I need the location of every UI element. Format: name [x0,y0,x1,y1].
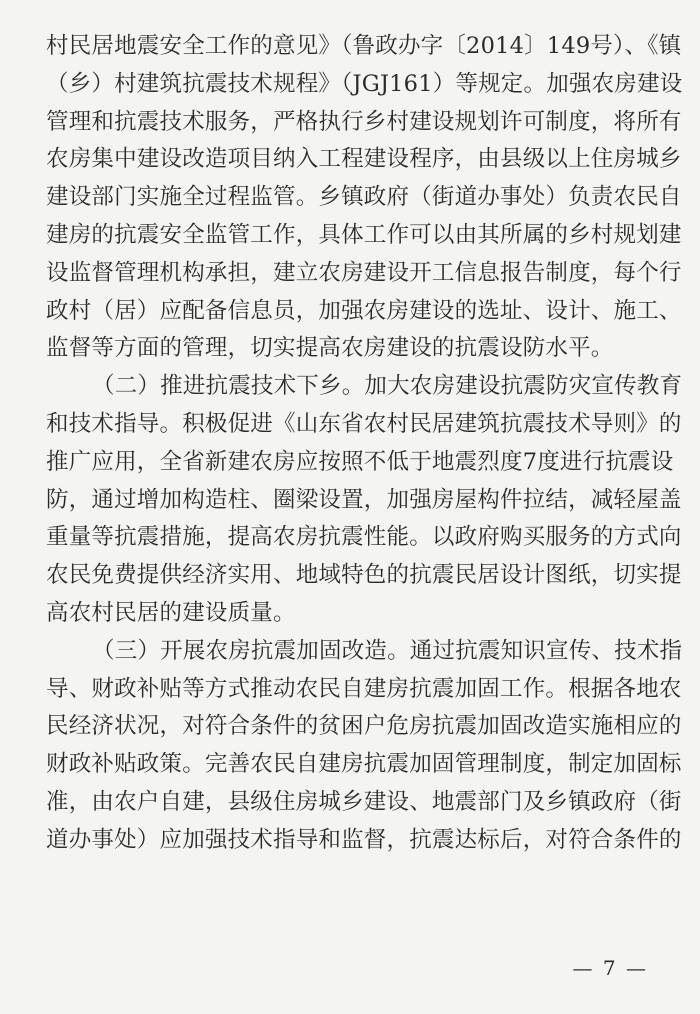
text-line: 防，通过增加构造柱、圈梁设置，加强房屋构件拉结，减轻屋盖 [46,486,682,513]
text-line: 民经济状况，对符合条件的贫困户危房抗震加固改造实施相应的 [46,713,682,740]
text-line: （三）开展农房抗震加固改造。通过抗震知识宣传、技术指 [92,637,683,664]
text-line: （乡）村建筑抗震技术规程》（JGJ161）等规定。加强农房建设 [46,70,683,97]
text-line: 导、财政补贴等方式推动农民自建房抗震加固工作。根据各地农 [46,675,682,702]
text-line: 准，由农户自建，县级住房城乡建设、地震部门及乡镇政府（街 [46,788,682,815]
text-line: 重量等抗震措施，提高农房抗震性能。以政府购买服务的方式向 [46,524,682,551]
text-line: 道办事处）应加强技术指导和监督，抗震达标后，对符合条件的 [46,826,682,853]
page-number: — 7 — [572,956,648,980]
text-line: 和技术指导。积极促进《山东省农村民居建筑抗震技术导则》的 [46,410,682,437]
text-line: 高农村民居的建设质量。 [46,599,296,626]
text-line: 农民免费提供经济实用、地域特色的抗震民居设计图纸，切实提 [46,562,682,589]
paragraph-1 [46,28,683,368]
text-line: 推广应用，全省新建农房应按照不低于地震烈度7度进行抗震设 [46,448,674,475]
text-line: 财政补贴政策。完善农民自建房抗震加固管理制度，制定加固标 [46,751,682,778]
text-line: 村民居地震安全工作的意见》（鲁政办字〔2014〕149号）、《镇 [46,33,682,59]
text-line: （二）推进抗震技术下乡。加大农房建设抗震防灾宣传教育 [92,373,683,400]
text-line: 农房集中建设改造项目纳入工程建设程序，由县级以上住房城乡 [46,146,682,173]
text-line: 管理和抗震技术服务，严格执行乡村建设规划许可制度，将所有 [46,108,682,135]
paragraph-2 [46,368,683,633]
text-line: 建设部门实施全过程监管。乡镇政府（街道办事处）负责农民自 [46,184,682,211]
text-line: 设监督管理机构承担，建立农房建设开工信息报告制度，每个行 [46,259,682,286]
text-line: 建房的抗震安全监管工作，具体工作可以由其所属的乡村规划建 [46,221,682,248]
text-line: 政村（居）应配备信息员，加强农房建设的选址、设计、施工、 [46,297,682,324]
text-line: 监督等方面的管理，切实提高农房建设的抗震设防水平。 [46,335,614,362]
paragraph-3 [46,633,683,860]
